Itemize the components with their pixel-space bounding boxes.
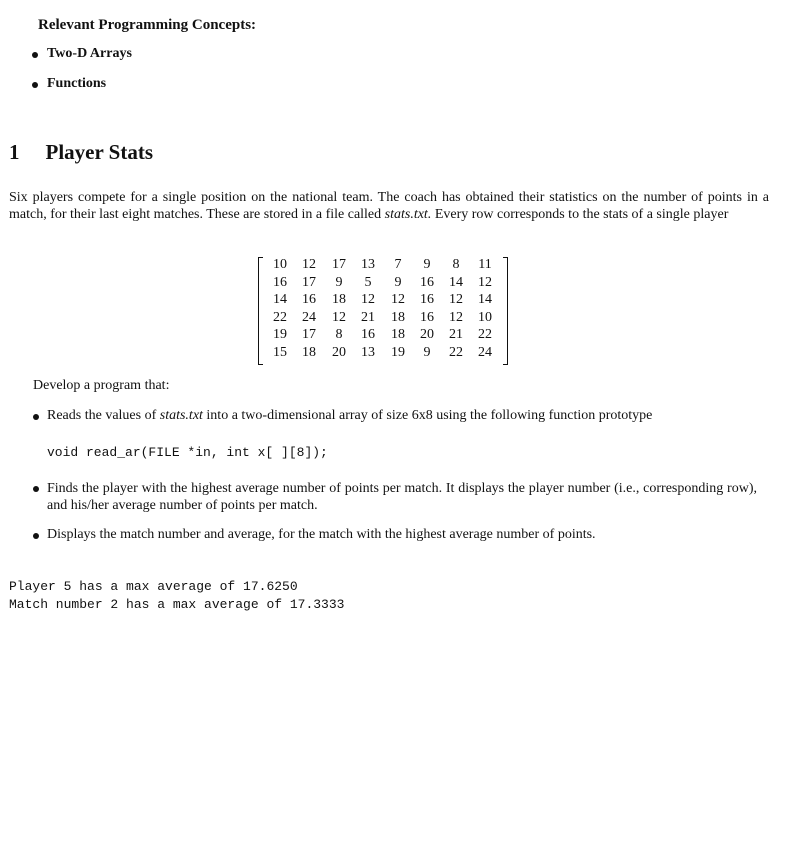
output-line: Match number 2 has a max average of 17.3333 [9, 597, 345, 612]
matrix-cell: 11 [478, 257, 492, 272]
matrix-cell: 19 [391, 345, 405, 360]
matrix-cell: 21 [361, 309, 375, 325]
matrix-cell: 20 [332, 345, 346, 360]
matrix-cell: 12 [391, 292, 405, 308]
function-prototype: void read_ar(FILE *in, int x[ ][8]); [47, 445, 328, 460]
concepts-heading: Relevant Programming Concepts: [38, 17, 257, 33]
matrix-cell: 16 [361, 327, 375, 343]
matrix-cell: 16 [420, 292, 434, 308]
matrix-cell: 22 [478, 327, 492, 343]
matrix-cell: 17 [332, 257, 346, 272]
matrix-cell: 8 [335, 327, 343, 343]
matrix-cell: 9 [394, 274, 402, 290]
concept-item: Two-D Arrays [47, 46, 132, 61]
left-bracket [258, 257, 263, 365]
task-bullet-2: Finds the player with the highest average number of points per match. It displays the player number (i.e., corresponding row), and his/her average number of points per match. [47, 481, 757, 513]
matrix-cell: 18 [332, 292, 346, 308]
matrix-cell: 19 [273, 327, 287, 343]
matrix-cell: 14 [449, 274, 463, 290]
matrix-cell: 7 [394, 257, 402, 272]
filename: stats.txt. [384, 207, 432, 222]
matrix-cell: 12 [361, 292, 375, 308]
bullet-icon [33, 533, 39, 539]
matrix-cell: 16 [302, 292, 316, 308]
matrix-cell: 9 [335, 274, 343, 290]
bullet-icon [32, 52, 38, 58]
section-title-text: Player Stats [45, 140, 154, 164]
matrix-cell: 10 [273, 257, 287, 272]
matrix-cell: 12 [449, 309, 463, 325]
matrix-cell: 22 [273, 309, 287, 325]
bullet-icon [32, 82, 38, 88]
task-lead: Develop a program that: [33, 378, 170, 393]
matrix-cell: 18 [391, 327, 405, 343]
matrix-cell: 15 [273, 345, 287, 360]
matrix-cell: 24 [302, 309, 316, 325]
task-text: into a two-dimensional array of size 6x8 using the following function prototype [202, 408, 653, 423]
matrix-cell: 12 [332, 309, 346, 325]
matrix-cell: 14 [273, 292, 287, 308]
output-line: Player 5 has a max average of 17.6250 [9, 579, 298, 594]
concept-item: Functions [47, 76, 107, 91]
matrix-cell: 21 [449, 327, 463, 343]
task-bullet-3: Displays the match number and average, for the match with the highest average number of points. [47, 527, 596, 542]
matrix-cell: 5 [364, 274, 372, 290]
bullet-icon [33, 414, 39, 420]
matrix-cell: 16 [420, 274, 434, 290]
matrix-cell: 14 [478, 292, 492, 308]
matrix-cell: 9 [423, 345, 431, 360]
section-number: 1 [9, 140, 20, 164]
matrix-cell: 8 [452, 257, 460, 272]
matrix-cell: 18 [302, 345, 316, 360]
matrix-cell: 16 [273, 274, 287, 290]
matrix-cell: 20 [420, 327, 434, 343]
matrix-cell: 18 [391, 309, 405, 325]
matrix-cell: 17 [302, 274, 316, 290]
intro-paragraph [9, 189, 769, 223]
matrix-cell: 10 [478, 309, 492, 325]
matrix-cell: 16 [420, 309, 434, 325]
matrix-cell: 22 [449, 345, 463, 360]
matrix-cell: 12 [302, 257, 316, 272]
matrix-cell: 13 [361, 257, 375, 272]
intro-text: Six players compete for a single position on the national team. The coach has obtained their statistics on the number of points in a match, for their last eight matches. These are stored in a file called [9, 190, 769, 222]
task-text: Reads the values of [47, 408, 160, 423]
matrix-cell: 12 [478, 274, 492, 290]
section-title [9, 140, 153, 165]
matrix-cell: 9 [423, 257, 431, 272]
stats-matrix [258, 257, 508, 363]
matrix-cell: 24 [478, 345, 492, 360]
filename: stats.txt [159, 408, 203, 423]
matrix-cell: 17 [302, 327, 316, 343]
matrix-cell: 13 [361, 345, 375, 360]
intro-text: Every row corresponds to the stats of a single player [431, 207, 729, 222]
bullet-icon [33, 486, 39, 492]
task-bullet-1 [47, 408, 652, 424]
right-bracket [503, 257, 508, 365]
matrix-cell: 12 [449, 292, 463, 308]
